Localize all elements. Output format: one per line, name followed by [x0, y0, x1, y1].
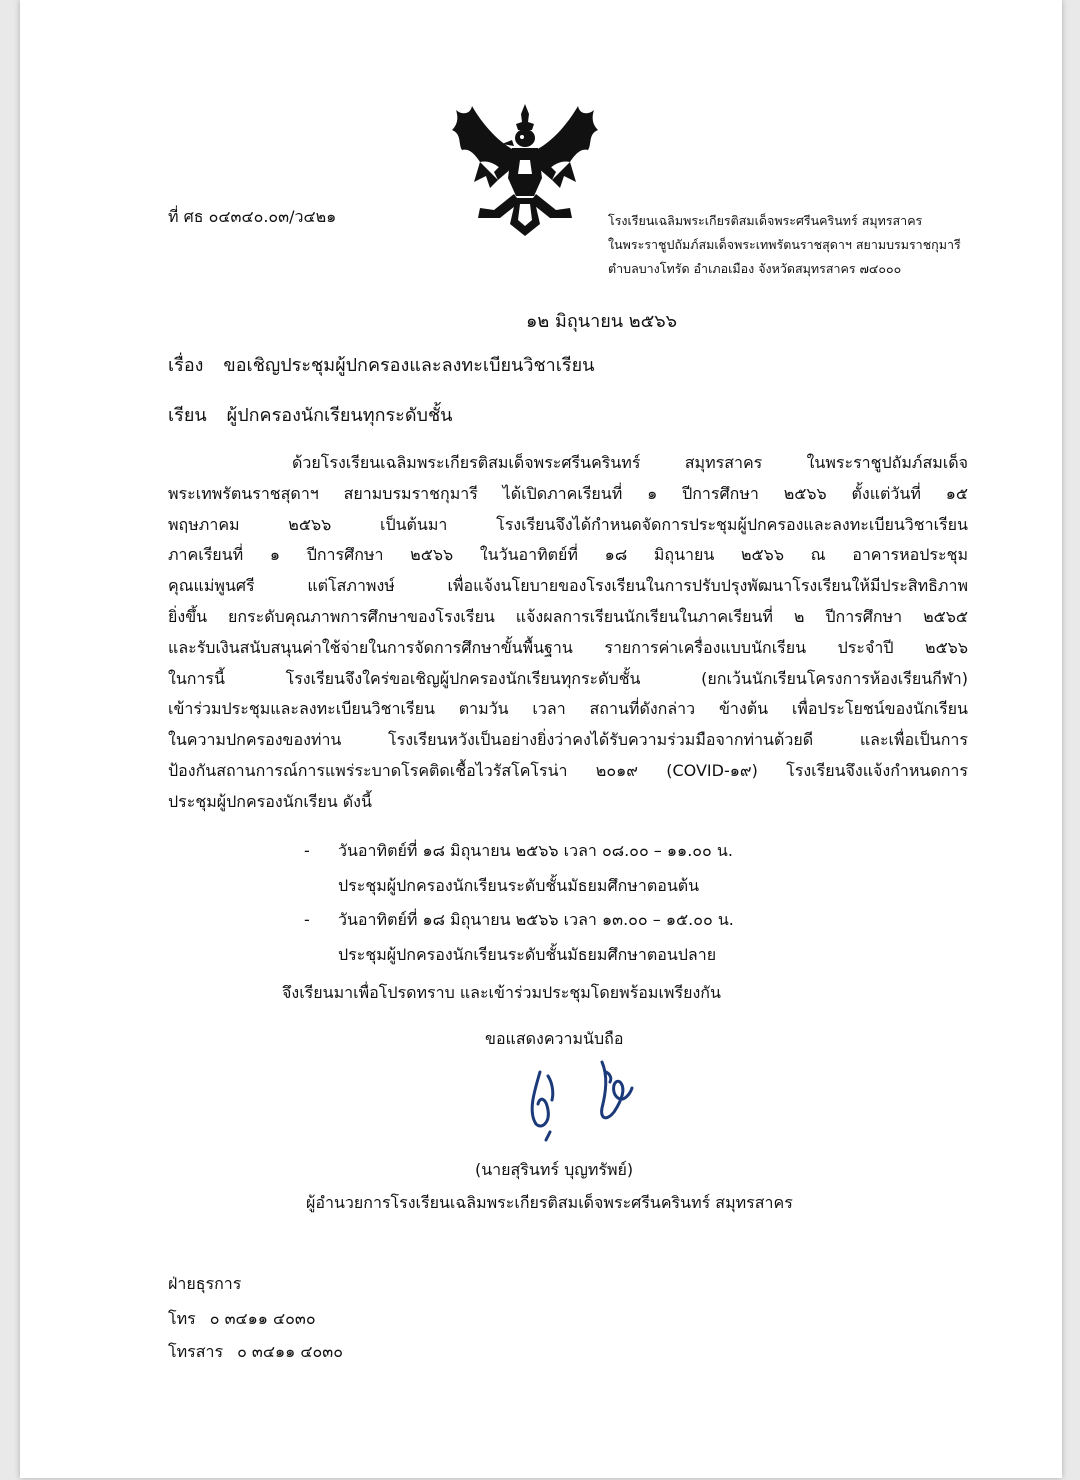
address-line: ตำบลบางโทรัด อำเภอเมือง จังหวัดสมุทรสาคร ๗๔๐๐๐ — [608, 261, 902, 276]
schedule-list — [304, 834, 734, 972]
fax-number: ๐ ๓๔๑๑ ๔๐๓๐ — [237, 1342, 343, 1361]
schedule-item — [304, 834, 734, 903]
phone-line — [168, 1307, 316, 1332]
schedule-time: วันอาทิตย์ที่ ๑๘ มิถุนายน ๒๕๖๖ เวลา ๑๓.๐๐ – ๑๕.๐๐ น. — [338, 910, 734, 929]
body-line: ประชุมผู้ปกครองนักเรียน ดังนี้ — [168, 791, 372, 811]
schedule-desc: ประชุมผู้ปกครองนักเรียนระดับชั้นมัธยมศึกษาตอนต้น — [338, 875, 700, 895]
schedule-desc: ประชุมผู้ปกครองนักเรียนระดับชั้นมัธยมศึกษาตอนปลาย — [338, 944, 717, 964]
address-line: โรงเรียนเฉลิมพระเกียรติสมเด็จพระศรีนครินทร์ สมุทรสาคร — [608, 213, 923, 228]
subject-value: ขอเชิญประชุมผู้ปกครองและลงทะเบียนวิชาเรียน — [223, 355, 595, 376]
reference-number: ที่ ศธ ๐๔๓๔๐.๐๓/ว๔๒๑ — [168, 207, 337, 226]
closing-statement: จึงเรียนมาเพื่อโปรดทราบ และเข้าร่วมประชุมโดยพร้อมเพรียงกัน — [282, 983, 721, 1002]
body-line: พระเทพรัตนราชสุดาฯ สยามบรมราชกุมารี ได้เปิดภาคเรียนที่ ๑ ปีการศึกษา ๒๕๖๖ ตั้งแต่วันที่ ๑๕ — [168, 483, 968, 503]
body-line: ด้วยโรงเรียนเฉลิมพระเกียรติสมเด็จพระศรีนครินทร์ สมุทรสาคร ในพระราชูปถัมภ์สมเด็จ — [292, 453, 968, 472]
address-line: ในพระราชูปถัมภ์สมเด็จพระเทพรัตนราชสุดาฯ สยามบรมราชกุมารี — [608, 237, 961, 252]
fax-label: โทรสาร — [168, 1342, 224, 1361]
body-line: ป้องกันสถานการณ์การแพร่ระบาดโรคติดเชื้อไวรัสโคโรน่า ๒๐๑๙ (COVID-๑๙) โรงเรียนจึงแจ้งกำหนดการ — [168, 760, 968, 780]
phone-label: โทร — [168, 1309, 196, 1328]
department-name: ฝ่ายธุรการ — [168, 1274, 242, 1293]
recipient-value: ผู้ปกครองนักเรียนทุกระดับชั้น — [226, 405, 453, 426]
schedule-time: วันอาทิตย์ที่ ๑๘ มิถุนายน ๒๕๖๖ เวลา ๐๘.๐๐ – ๑๑.๐๐ น. — [338, 841, 733, 860]
body-line: คุณแม่พูนศรี แต่โสภาพงษ์ เพื่อแจ้งนโยบายของโรงเรียนในการปรับปรุงพัฒนาโรงเรียนให้มีประสิทธิภาพ — [168, 576, 968, 596]
body-line: และรับเงินสนับสนุนค่าใช้จ่ายในการจัดการศึกษาขั้นพื้นฐาน รายการค่าเครื่องแบบนักเรียน ประจำปี ๒๕๖๖ — [168, 637, 968, 657]
subject-label: เรื่อง — [168, 355, 204, 376]
letter-body — [168, 448, 968, 818]
body-line: ในการนี้ โรงเรียนจึงใคร่ขอเชิญผู้ปกครองนักเรียนทุกระดับชั้น (ยกเว้นนักเรียนโครงการห้องเรียนกีฬา) — [168, 668, 968, 688]
phone-number: ๐ ๓๔๑๑ ๔๐๓๐ — [209, 1309, 316, 1328]
regards-text: ขอแสดงความนับถือ — [485, 1029, 624, 1048]
recipient-label: เรียน — [168, 405, 207, 426]
letter-date: ๑๒ มิถุนายน ๒๕๖๖ — [526, 311, 678, 332]
body-line: ภาคเรียนที่ ๑ ปีการศึกษา ๒๕๖๖ ในวันอาทิตย์ที่ ๑๘ มิถุนายน ๒๕๖๖ ณ อาคารหอประชุม — [168, 545, 968, 565]
school-address — [608, 209, 961, 281]
body-line: พฤษภาคม ๒๕๖๖ เป็นต้นมา โรงเรียนจึงได้กำหนดจัดการประชุมผู้ปกครองและลงทะเบียนวิชาเรียน — [168, 514, 968, 534]
body-line: ยิ่งขึ้น ยกระดับคุณภาพการศึกษาของโรงเรียน แจ้งผลการเรียนนักเรียนในภาคเรียนที่ ๒ ปีการศึกษา ๒๕๖๕ — [168, 606, 968, 626]
handwritten-signature — [510, 1052, 650, 1152]
signer-name: (นายสุรินทร์ บุญทรัพย์) — [475, 1160, 634, 1179]
garuda-emblem-icon — [450, 100, 600, 240]
body-line: ในความปกครองของท่าน โรงเรียนหวังเป็นอย่างยิ่งว่าคงได้รับความร่วมมือจากท่านด้วยดี และเพื่อเป็นการ — [168, 730, 968, 750]
letter-page — [20, 0, 1062, 1478]
body-line: เข้าร่วมประชุมและลงทะเบียนวิชาเรียน ตามวัน เวลา สถานที่ดังกล่าว ข้างต้น เพื่อประโยชน์ของนักเรียน — [168, 699, 968, 719]
recipient-line — [168, 400, 452, 429]
bullet-dash: - — [304, 841, 310, 860]
signer-position: ผู้อำนวยการโรงเรียนเฉลิมพระเกียรติสมเด็จพระศรีนครินทร์ สมุทรสาคร — [306, 1193, 793, 1212]
schedule-item — [304, 903, 734, 972]
subject-line — [168, 350, 594, 379]
fax-line — [168, 1340, 343, 1365]
bullet-dash: - — [304, 910, 310, 929]
